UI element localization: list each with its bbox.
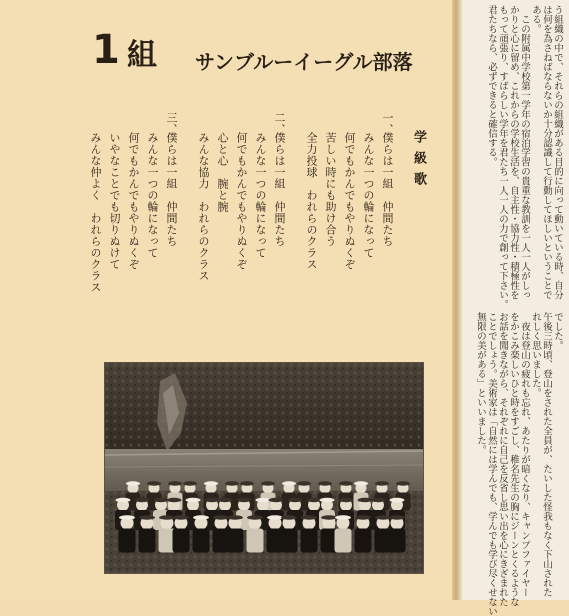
person-hat [318, 481, 332, 485]
person-hat [183, 481, 197, 485]
verse-line: みんな協力 われらのクラス [197, 132, 210, 282]
person-body [301, 529, 318, 553]
person-hat [267, 515, 283, 519]
person-body [119, 529, 136, 553]
person-hat [297, 481, 311, 485]
person-hat [375, 481, 389, 485]
person-hat [307, 498, 322, 502]
person-hat [237, 498, 252, 502]
person-hat [168, 481, 182, 485]
essay-line: ことでしょう。美術家は「自然には学んでも、学んでも学び尽くせない [486, 312, 497, 616]
person-hat [389, 515, 405, 519]
person-hat [269, 498, 284, 502]
person-hat [371, 498, 386, 502]
person-hat [218, 498, 233, 502]
person-hat [261, 481, 275, 485]
essay-line: をかこみ楽しいひと時をすごし、稚名先生の胸にジーンとくるような [508, 312, 519, 607]
essay-line: もって頑張り、すばらしい学年を君たち一人一人の力で創って下さい。 [497, 5, 508, 309]
person-hat [375, 515, 391, 519]
essay-line: この附属中学校第一学年の宿泊学習の貴重な教訓を一人一人がしっ [519, 5, 530, 300]
verse-line: 何でもかんでもやりぬくぞ [343, 132, 356, 270]
person-body [193, 529, 210, 553]
person-hat [204, 481, 218, 485]
person-body [335, 529, 352, 553]
verse-line: 僕らは一組 仲間たち [165, 132, 178, 247]
verse-line: 心と心 腕と腕 [216, 132, 229, 213]
person-hat [147, 481, 161, 485]
person-hat [167, 498, 182, 502]
person-hat [126, 481, 140, 485]
person-hat [186, 498, 201, 502]
class-group-photo [104, 362, 424, 574]
essay-line: でした。 [552, 312, 563, 350]
person-hat [205, 498, 220, 502]
person-hat [354, 481, 368, 485]
essay-line: う組織の中で、それらの組織がある目的に向って動いている時、自分 [552, 5, 563, 300]
verse-line: 僕らは一組 仲間たち [273, 132, 286, 247]
person-hat [225, 481, 239, 485]
verse-line: みんな一つの輪になって [146, 132, 159, 259]
person-hat [139, 515, 155, 519]
person-body [389, 529, 406, 553]
person-hat [135, 498, 150, 502]
essay-line: お話を聞きながら、それぞれに自己を反省し思い出を心にきざまれた [497, 312, 508, 607]
essay-line: 夜は登山の疲れも忘れ、あたりが暗くなり、キャンプファイヤー [519, 312, 530, 597]
essay-line: は何を為さねばならないか十分認識して行動してほしいということで [541, 5, 552, 300]
verse-line: みんな一つの輪になって [254, 132, 267, 259]
person-hat [288, 498, 303, 502]
verse-mark: 三、 [165, 112, 178, 135]
verse-line: 何でもかんでもやりぬくぞ [127, 132, 140, 270]
person-hat [154, 498, 169, 502]
essay-line: ある。 [530, 5, 541, 34]
person-hat [321, 515, 337, 519]
person-hat [339, 481, 353, 485]
person-hat [173, 515, 189, 519]
person-hat [213, 515, 229, 519]
verse-mark: 一、 [381, 112, 394, 135]
essay-line: 君たちなら、必ずできると確信する。 [486, 5, 497, 167]
person-hat [282, 481, 296, 485]
essay-line: 午後三時頃、登山をされた全員が、たいした怪我もなく下山された [541, 312, 552, 597]
person-hat [281, 515, 297, 519]
song-title: 学級歌 [411, 130, 426, 193]
essay-line: かりと心に留め、これからの学校生活を、自主性・協力性・積極性を [508, 5, 519, 300]
class-kumi: 組 [127, 38, 157, 73]
verse-line: 何でもかんでもやりぬくぞ [235, 132, 248, 270]
verse-line: みんな仲よく われらのクラス [89, 132, 102, 293]
verse-line: みんな一つの輪になって [362, 132, 375, 259]
verse-line: 僕らは一組 仲間たち [381, 132, 394, 247]
person-body [281, 529, 298, 553]
person-hat [355, 515, 371, 519]
person-body [247, 529, 264, 553]
person-hat [119, 515, 135, 519]
person-hat [256, 498, 271, 502]
verse-line: 全力投球 われらのクラス [305, 132, 318, 270]
verse-line: いやなことでも切りぬけて [108, 132, 121, 270]
page-gutter [452, 0, 462, 600]
class-number: 1 [92, 27, 119, 73]
essay-line: れしく思いました。 [530, 312, 541, 398]
person-body [355, 529, 372, 553]
person-hat [390, 498, 405, 502]
person-hat [227, 515, 243, 519]
verse-line: 苦しい時にも助け合う [324, 132, 337, 247]
person-hat [240, 481, 254, 485]
person-hat [159, 515, 175, 519]
person-body [227, 529, 244, 553]
person-hat [193, 515, 209, 519]
verse-mark: 二、 [273, 112, 286, 135]
essay-line: 無限の美がある」といいました。 [475, 312, 486, 455]
person-hat [339, 498, 354, 502]
person-hat [320, 498, 335, 502]
person-hat [301, 515, 317, 519]
person-hat [116, 498, 131, 502]
person-hat [247, 515, 263, 519]
person-hat [335, 515, 351, 519]
group-photo-image [105, 363, 423, 573]
person-hat [396, 481, 410, 485]
person-body [139, 529, 156, 553]
person-hat [358, 498, 373, 502]
person-body [173, 529, 190, 553]
class-name-heading: サンブルーイーグル部落 [195, 50, 413, 74]
